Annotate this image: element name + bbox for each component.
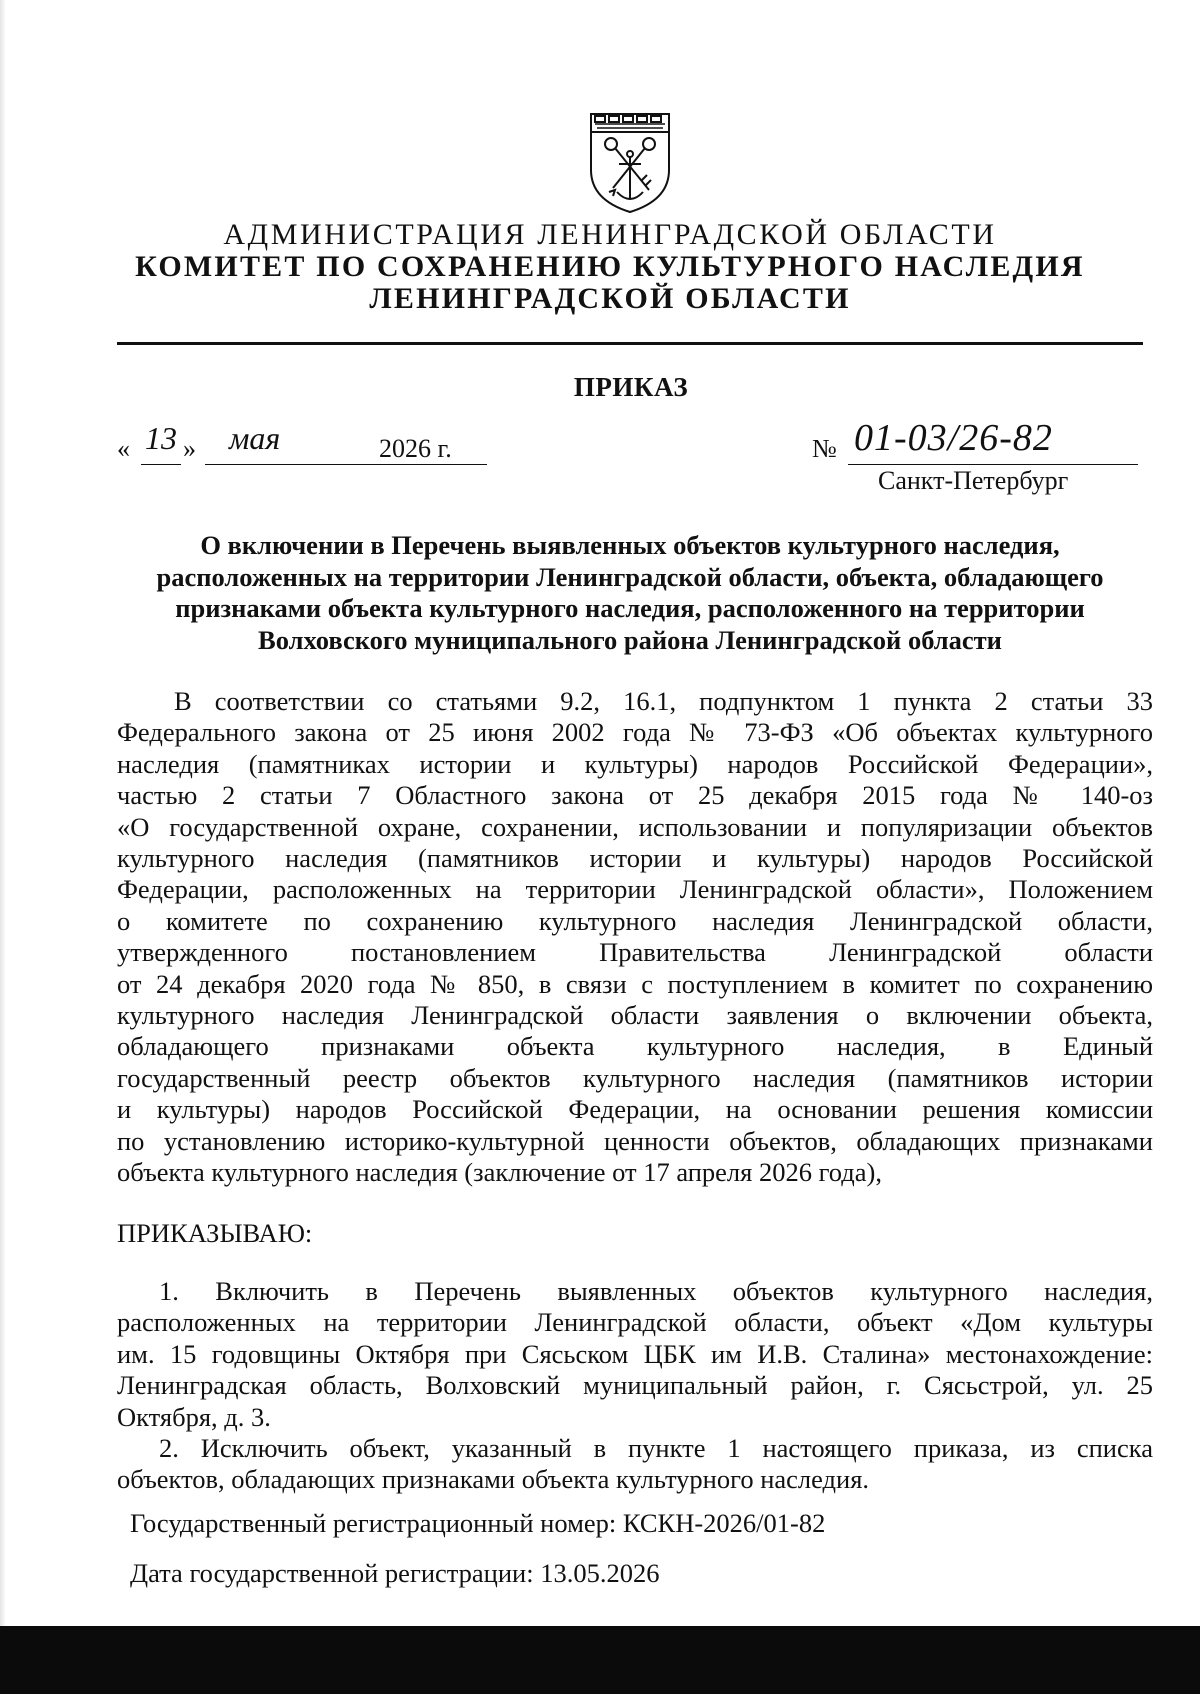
order-title: ПРИКАЗ (573, 372, 689, 402)
preamble-line: о комитете по сохранению культурного наследия Ленинградской области, (117, 905, 1153, 936)
administration-title: АДМИНИСТРАЦИЯ ЛЕНИНГРАДСКОЙ ОБЛАСТИ (223, 218, 997, 251)
number-handwritten: 01-03/26-82 (854, 417, 1053, 459)
date-day-underline (141, 464, 181, 465)
preamble-line: государственный реестр объектов культурного наследия (памятников истории (117, 1062, 1153, 1093)
preamble-paragraph (117, 686, 1153, 1189)
preamble-line: объекта культурного наследия (заключение от 17 апреля 2026 года), (117, 1157, 882, 1188)
order-subject (117, 530, 1143, 656)
order-item-2 (117, 1433, 1153, 1496)
preamble-line: по установлению историко-культурной ценности объектов, обладающих признаками (117, 1125, 1153, 1156)
item1-line: Ленинградская область, Волховский муниципальный район, г. Сясьстрой, ул. 25 (117, 1370, 1153, 1401)
subject-line: расположенных на территории Ленинградской области, объекта, обладающего (156, 561, 1104, 592)
registration-number: Государственный регистрационный номер: КСКН-2026/01-82 (130, 1508, 826, 1538)
preamble-line: «О государственной охране, сохранении, использовании и популяризации объектов (117, 811, 1153, 842)
date-month-underline (205, 464, 487, 465)
date-year: 2026 г. (379, 434, 452, 463)
preamble-line: Федерации, расположенных на территории Ленинградской области», Положением (117, 874, 1153, 905)
date-quote-open: « (117, 434, 130, 463)
item1-line: расположенных на территории Ленинградской области, объект «Дом культуры (117, 1307, 1153, 1338)
item1-line: 1. Включить в Перечень выявленных объектов культурного наследия, (159, 1276, 1153, 1306)
date-quote-close: » (183, 434, 196, 463)
registration-date: Дата государственной регистрации: 13.05.2026 (130, 1558, 660, 1588)
preamble-line: от 24 декабря 2020 года № 850, в связи с поступлением в комитет по сохранению (117, 968, 1153, 999)
header-divider (117, 342, 1143, 345)
coat-of-arms-icon (583, 108, 677, 216)
committee-title: КОМИТЕТ ПО СОХРАНЕНИЮ КУЛЬТУРНОГО НАСЛЕДИЯ (135, 250, 1085, 283)
order-item-1 (117, 1276, 1153, 1433)
item1-line: им. 15 годовщины Октября при Сясьском ЦБК им И.В. Сталина» местонахождение: (117, 1338, 1153, 1369)
orders-label: ПРИКАЗЫВАЮ: (117, 1218, 313, 1248)
preamble-line: В соответствии со статьями 9.2, 16.1, подпунктом 1 пункта 2 статьи 33 (174, 686, 1153, 716)
preamble-line: частью 2 статьи 7 Областного закона от 25 декабря 2015 года № 140-оз (117, 780, 1153, 811)
date-month-handwritten: мая (229, 420, 281, 456)
subject-line: О включении в Перечень выявленных объектов культурного наследия, (200, 530, 1060, 560)
preamble-line: культурного наследия Ленинградской области заявления о включении объекта, (117, 1000, 1153, 1031)
preamble-line: культурного наследия (памятников истории и культуры) народов Российской (117, 843, 1153, 874)
preamble-line: наследия (памятниках истории и культуры) народов Российской Федерации», (117, 748, 1153, 779)
item2-line: 2. Исключить объект, указанный в пункте 1 настоящего приказа, из списка (159, 1433, 1153, 1463)
subject-line: Волховского муниципального района Ленинградской области (258, 624, 1002, 655)
preamble-line: Федерального закона от 25 июня 2002 года № 73-ФЗ «Об объектах культурного (117, 717, 1153, 748)
order-number (812, 417, 1142, 468)
item2-line: объектов, обладающих признаками объекта культурного наследия. (117, 1464, 870, 1495)
scan-edge-shadow (0, 0, 6, 1694)
region-title: ЛЕНИНГРАДСКОЙ ОБЛАСТИ (369, 282, 851, 315)
date-day-handwritten: 13 (145, 420, 177, 456)
number-sign: № (812, 434, 837, 463)
preamble-line: утвержденного постановлением Правительства Ленинградской области (117, 937, 1153, 968)
item1-line: Октября, д. 3. (117, 1401, 271, 1432)
preamble-line: и культуры) народов Российской Федерации, на основании решения комиссии (117, 1094, 1153, 1125)
preamble-line: обладающего признаками объекта культурного наследия, в Единый (117, 1031, 1153, 1062)
number-underline (848, 464, 1138, 465)
subject-line: признаками объекта культурного наследия, расположенного на территории (175, 593, 1085, 623)
city-name: Санкт-Петербург (878, 466, 1069, 495)
scan-bottom-border (0, 1626, 1200, 1694)
